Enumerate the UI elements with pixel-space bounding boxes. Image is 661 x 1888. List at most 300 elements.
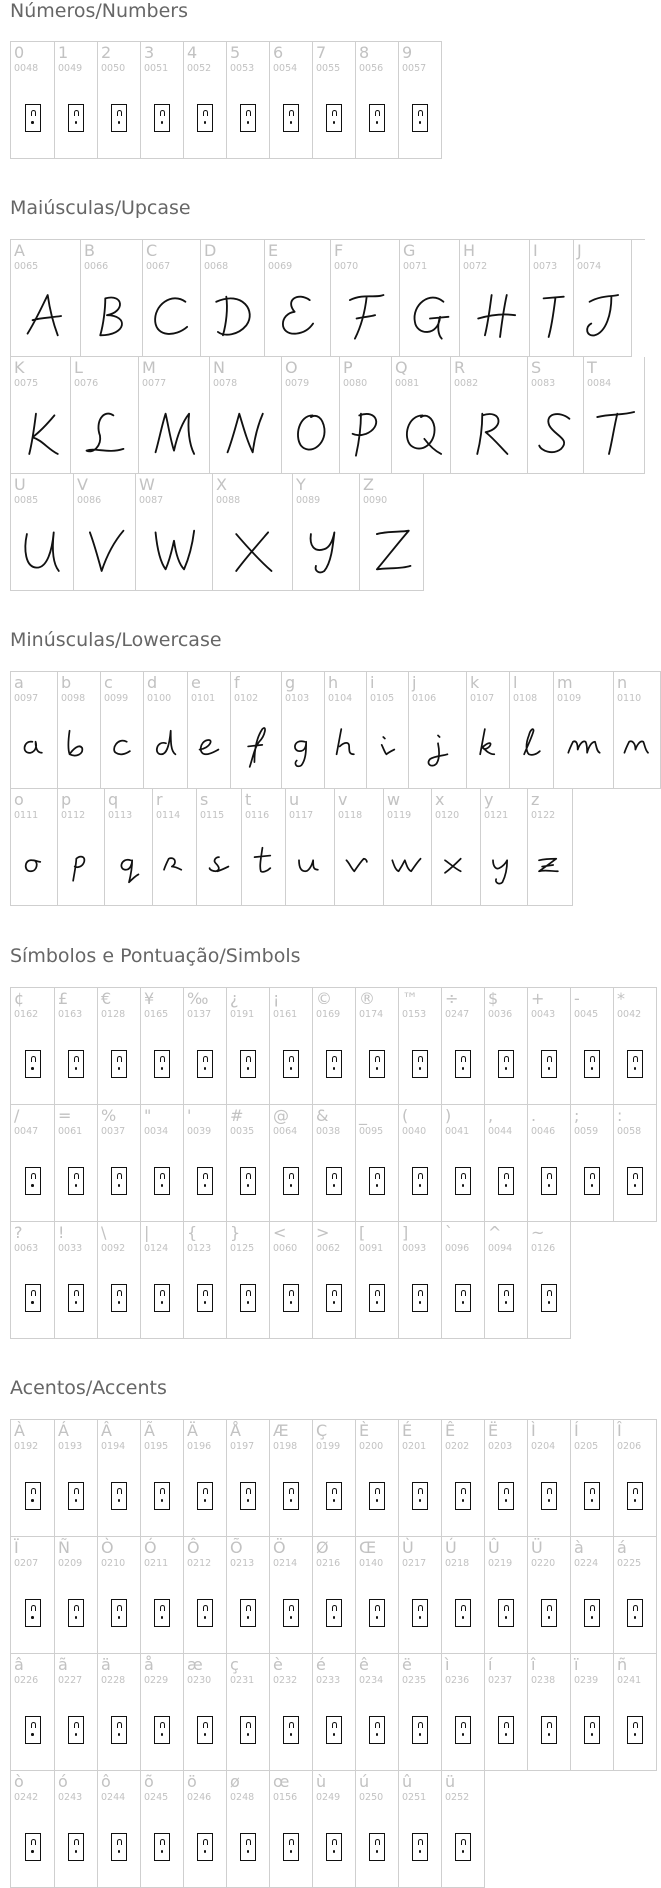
missing-glyph-icon <box>369 104 385 132</box>
glyph-cell-uc4 <box>184 1420 227 1537</box>
glyph-character-label: Í <box>574 1421 579 1440</box>
glyph-character-label: m <box>557 673 573 692</box>
glyph-code-label: 0060 <box>273 1243 298 1254</box>
glyph-cell-u5b <box>356 1222 399 1339</box>
glyph-character-label: 8 <box>359 43 370 62</box>
glyph-cell-o-upper <box>282 357 340 474</box>
missing-glyph-icon <box>541 1482 557 1510</box>
glyph-cell-udb <box>485 1537 528 1654</box>
glyph-code-label: 0057 <box>402 63 427 74</box>
missing-glyph-icon <box>197 1716 213 1744</box>
glyph-cell-b-upper <box>81 240 143 357</box>
glyph-code-label: 0121 <box>484 810 509 821</box>
glyph-character-label: 4 <box>187 43 198 62</box>
glyph-preview-missing <box>399 78 441 158</box>
glyph-code-label: 0077 <box>142 378 167 389</box>
glyph-cell-ue7 <box>227 1654 270 1771</box>
glyph-character-label: Ã <box>144 1421 155 1440</box>
glyph-cell-ue2 <box>11 1654 55 1771</box>
glyph-preview-missing <box>55 1141 97 1221</box>
glyph-preview-script <box>105 825 152 905</box>
glyph-character-label: Ì <box>531 1421 536 1440</box>
glyph-code-label: 0058 <box>617 1126 642 1137</box>
glyph-cell-ud6 <box>270 1537 313 1654</box>
glyph-cell-u3f <box>11 1222 55 1339</box>
glyph-preview-script <box>528 393 583 473</box>
missing-glyph-icon <box>25 1167 41 1195</box>
glyph-character-label: € <box>101 989 112 1008</box>
missing-glyph-icon <box>154 1716 170 1744</box>
glyph-cell-ue1 <box>614 1537 657 1654</box>
script-glyph-icon <box>234 726 278 770</box>
glyph-cell-b <box>58 672 101 789</box>
glyph-code-label: 0119 <box>387 810 412 821</box>
script-glyph-icon <box>272 290 324 342</box>
glyph-code-label: 0249 <box>316 1792 341 1803</box>
glyph-code-label: 0214 <box>273 1558 298 1569</box>
missing-glyph-icon <box>240 1482 256 1510</box>
missing-glyph-icon <box>68 1716 84 1744</box>
missing-glyph-icon <box>326 1284 342 1312</box>
glyph-code-label: 0045 <box>574 1009 599 1020</box>
script-glyph-icon <box>79 407 131 459</box>
glyph-cell-ue5 <box>141 1654 184 1771</box>
missing-glyph-icon <box>25 1482 41 1510</box>
missing-glyph-icon <box>240 1833 256 1861</box>
glyph-character-label: Æ <box>273 1421 289 1440</box>
glyph-code-label: 0201 <box>402 1441 427 1452</box>
glyph-cell-ua9 <box>313 988 356 1105</box>
glyph-cell-d-upper <box>201 240 265 357</box>
glyph-code-label: 0099 <box>104 693 129 704</box>
glyph-code-label: 0238 <box>531 1675 556 1686</box>
glyph-preview-missing <box>141 1690 183 1770</box>
missing-glyph-icon <box>412 1050 428 1078</box>
script-glyph-icon <box>15 407 67 459</box>
glyph-cell-uc7 <box>313 1420 356 1537</box>
glyph-cell-u7c <box>141 1222 184 1339</box>
glyph-code-label: 0169 <box>316 1009 341 1020</box>
glyph-preview-missing <box>98 1573 140 1653</box>
script-glyph-icon <box>324 726 368 770</box>
missing-glyph-icon <box>369 1716 385 1744</box>
glyph-character-label: ï <box>574 1655 579 1674</box>
glyph-cell-z <box>528 789 573 906</box>
glyph-preview-missing <box>614 1573 656 1653</box>
glyph-code-label: 0109 <box>557 693 582 704</box>
glyph-preview-script <box>530 276 573 356</box>
glyph-code-label: 0078 <box>213 378 238 389</box>
missing-glyph-icon <box>197 1482 213 1510</box>
glyph-cell-u5c <box>98 1222 141 1339</box>
script-glyph-icon <box>59 843 103 887</box>
glyph-character-label: 5 <box>230 43 241 62</box>
glyph-code-label: 0033 <box>58 1243 83 1254</box>
script-glyph-icon <box>20 290 72 342</box>
glyph-code-label: 0079 <box>285 378 310 389</box>
glyph-code-label: 0244 <box>101 1792 126 1803</box>
glyph-preview-script <box>11 276 80 356</box>
glyph-preview-missing <box>270 1258 312 1338</box>
glyph-character-label: L <box>74 358 83 377</box>
glyph-preview-missing <box>399 1258 441 1338</box>
glyph-character-label: % <box>101 1106 117 1125</box>
missing-glyph-icon <box>154 1599 170 1627</box>
glyph-code-label: 0218 <box>445 1558 470 1569</box>
glyph-row <box>11 1654 657 1771</box>
glyph-cell-ueb <box>399 1654 442 1771</box>
glyph-cell-u2e <box>528 1105 571 1222</box>
glyph-character-label: í <box>488 1655 493 1674</box>
glyph-character-label: œ <box>273 1772 290 1791</box>
section-title-lowercase: Minúsculas/Lowercase <box>10 629 222 651</box>
glyph-cell-u21 <box>55 1222 98 1339</box>
glyph-cell-u40 <box>270 1105 313 1222</box>
symbols-grid <box>10 987 657 1339</box>
glyph-code-label: 0162 <box>14 1009 39 1020</box>
glyph-preview-missing <box>356 78 398 158</box>
missing-glyph-icon <box>369 1050 385 1078</box>
missing-glyph-icon <box>283 1050 299 1078</box>
glyph-code-label: 0243 <box>58 1792 83 1803</box>
glyph-cell-6 <box>270 42 313 159</box>
glyph-character-label: æ <box>187 1655 203 1674</box>
missing-glyph-icon <box>369 1167 385 1195</box>
glyph-character-label: * <box>617 989 625 1008</box>
glyph-code-label: 0216 <box>316 1558 341 1569</box>
missing-glyph-icon <box>369 1482 385 1510</box>
glyph-cell-w <box>384 789 432 906</box>
script-glyph-icon <box>300 524 352 576</box>
script-glyph-icon <box>577 290 629 342</box>
glyph-preview-missing <box>571 1690 613 1770</box>
glyph-character-label: { <box>187 1223 198 1242</box>
glyph-preview-script <box>58 708 100 788</box>
glyph-preview-missing <box>184 1690 226 1770</box>
missing-glyph-icon <box>455 1716 471 1744</box>
missing-glyph-icon <box>326 1716 342 1744</box>
glyph-preview-missing <box>11 1690 54 1770</box>
glyph-cell-ue8 <box>270 1654 313 1771</box>
missing-glyph-icon <box>111 1284 127 1312</box>
glyph-code-label: 0093 <box>402 1243 427 1254</box>
glyph-code-label: 0100 <box>147 693 172 704</box>
glyph-preview-missing <box>55 1456 97 1536</box>
glyph-preview-missing <box>313 78 355 158</box>
glyph-character-label: Ï <box>14 1538 19 1557</box>
missing-glyph-icon <box>283 1833 299 1861</box>
glyph-row <box>11 1222 657 1339</box>
missing-glyph-icon <box>455 1599 471 1627</box>
glyph-preview-missing <box>227 1456 269 1536</box>
missing-glyph-icon <box>455 1482 471 1510</box>
glyph-character-label: ) <box>445 1106 452 1125</box>
missing-glyph-icon <box>283 104 299 132</box>
glyph-preview-missing <box>11 78 54 158</box>
missing-glyph-icon <box>68 1833 84 1861</box>
glyph-cell-uf8 <box>227 1771 270 1888</box>
glyph-preview-script <box>528 825 572 905</box>
glyph-character-label: ø <box>230 1772 240 1791</box>
glyph-preview-missing <box>485 1141 527 1221</box>
glyph-character-label: © <box>316 989 332 1008</box>
glyph-code-label: 0111 <box>14 810 39 821</box>
glyph-cell-s-upper <box>528 357 584 474</box>
glyph-cell-0 <box>11 42 55 159</box>
glyph-cell-k <box>467 672 510 789</box>
glyph-code-label: 0106 <box>412 693 437 704</box>
glyph-code-label: 0044 <box>488 1126 513 1137</box>
glyph-character-label: - <box>574 989 580 1008</box>
glyph-preview-script <box>325 708 366 788</box>
glyph-cell-k-upper <box>11 357 71 474</box>
glyph-preview-script <box>188 708 230 788</box>
glyph-cell-u20ac <box>98 988 141 1105</box>
glyph-cell-uf5 <box>141 1771 184 1888</box>
glyph-preview-script <box>242 825 285 905</box>
glyph-preview-missing <box>485 1258 527 1338</box>
glyph-character-label: ü <box>445 1772 456 1791</box>
glyph-code-label: 0075 <box>14 378 39 389</box>
glyph-character-label: C <box>146 241 158 260</box>
glyph-cell-uf2 <box>11 1771 55 1888</box>
glyph-code-label: 0251 <box>402 1792 427 1803</box>
glyph-cell-8 <box>356 42 399 159</box>
glyph-cell-u3b <box>571 1105 614 1222</box>
missing-glyph-icon <box>240 1716 256 1744</box>
script-glyph-icon <box>588 407 640 459</box>
glyph-cell-uc1 <box>55 1420 98 1537</box>
missing-glyph-icon <box>498 1482 514 1510</box>
glyph-code-label: 0105 <box>370 693 395 704</box>
glyph-preview-script <box>139 393 209 473</box>
missing-glyph-icon <box>197 1599 213 1627</box>
glyph-preview-script <box>451 393 527 473</box>
glyph-row <box>11 1105 657 1222</box>
glyph-preview-missing <box>528 1456 570 1536</box>
glyph-preview-missing <box>614 1141 656 1221</box>
glyph-code-label: 0122 <box>531 810 556 821</box>
script-glyph-icon <box>57 726 101 770</box>
missing-glyph-icon <box>412 104 428 132</box>
glyph-code-label: 0198 <box>273 1441 298 1452</box>
glyph-preview-missing <box>442 1141 484 1221</box>
glyph-preview-missing <box>141 1141 183 1221</box>
glyph-character-label: : <box>617 1106 623 1125</box>
missing-glyph-icon <box>541 1167 557 1195</box>
glyph-cell-v <box>335 789 384 906</box>
glyph-preview-missing <box>485 1456 527 1536</box>
glyph-code-label: 0080 <box>343 378 368 389</box>
glyph-preview-missing <box>98 1141 140 1221</box>
glyph-preview-missing <box>227 1573 269 1653</box>
missing-glyph-icon <box>326 1599 342 1627</box>
glyph-cell-m-upper <box>139 357 210 474</box>
numbers-grid <box>10 41 442 159</box>
glyph-preview-missing <box>571 1141 613 1221</box>
glyph-cell-n-upper <box>210 357 282 474</box>
glyph-cell-h <box>325 672 367 789</box>
glyph-cell-u26 <box>313 1105 356 1222</box>
glyph-code-label: 0125 <box>230 1243 255 1254</box>
glyph-code-label: 0252 <box>445 1792 470 1803</box>
glyph-preview-script <box>74 510 135 590</box>
glyph-character-label: Z <box>363 475 374 494</box>
glyph-preview-script <box>11 708 57 788</box>
glyph-code-label: 0220 <box>531 1558 556 1569</box>
glyph-code-label: 0049 <box>58 63 83 74</box>
glyph-code-label: 0073 <box>533 261 558 272</box>
glyph-character-label: Û <box>488 1538 500 1557</box>
glyph-preview-missing <box>270 1573 312 1653</box>
glyph-cell-u152 <box>356 1537 399 1654</box>
missing-glyph-icon <box>111 104 127 132</box>
glyph-character-label: ; <box>574 1106 580 1125</box>
glyph-preview-script <box>286 825 334 905</box>
glyph-character-label: ç <box>230 1655 239 1674</box>
glyph-character-label: ÷ <box>445 989 459 1008</box>
glyph-character-label: p <box>61 790 72 809</box>
glyph-preview-script <box>210 393 281 473</box>
glyph-character-label: < <box>273 1223 287 1242</box>
script-glyph-icon <box>510 726 554 770</box>
glyph-preview-missing <box>399 1807 441 1887</box>
glyph-cell-e <box>188 672 231 789</box>
glyph-cell-4 <box>184 42 227 159</box>
glyph-code-label: 0206 <box>617 1441 642 1452</box>
missing-glyph-icon <box>154 1167 170 1195</box>
glyph-cell-r-upper <box>451 357 528 474</box>
glyph-cell-uc0 <box>11 1420 55 1537</box>
glyph-character-label: Ö <box>273 1538 286 1557</box>
glyph-cell-t <box>242 789 286 906</box>
glyph-cell-ud2 <box>98 1537 141 1654</box>
missing-glyph-icon <box>68 104 84 132</box>
glyph-cell-uf7 <box>442 988 485 1105</box>
glyph-preview-missing <box>356 1573 398 1653</box>
missing-glyph-icon <box>412 1599 428 1627</box>
glyph-character-label: s <box>200 790 209 809</box>
glyph-preview-missing <box>528 1024 570 1104</box>
glyph-preview-missing <box>528 1573 570 1653</box>
script-glyph-icon <box>148 524 200 576</box>
glyph-character-label: O <box>285 358 298 377</box>
script-glyph-icon <box>12 843 56 887</box>
glyph-cell-i-upper <box>530 240 574 357</box>
glyph-preview-missing <box>227 1258 269 1338</box>
glyph-character-label: á <box>617 1538 627 1557</box>
missing-glyph-icon <box>154 1050 170 1078</box>
missing-glyph-icon <box>111 1050 127 1078</box>
glyph-preview-missing <box>399 1573 441 1653</box>
glyph-preview-missing <box>227 1141 269 1221</box>
script-glyph-icon <box>197 843 241 887</box>
glyph-cell-n <box>614 672 661 789</box>
glyph-cell-u7d <box>227 1222 270 1339</box>
glyph-preview-script <box>510 708 553 788</box>
glyph-character-label: Ë <box>488 1421 499 1440</box>
glyph-preview-missing <box>227 1024 269 1104</box>
glyph-code-label: 0196 <box>187 1441 212 1452</box>
glyph-character-label: & <box>316 1106 329 1125</box>
missing-glyph-icon <box>455 1833 471 1861</box>
glyph-preview-script <box>584 393 644 473</box>
glyph-code-label: 0205 <box>574 1441 599 1452</box>
glyph-preview-script <box>213 510 292 590</box>
glyph-cell-ucd <box>571 1420 614 1537</box>
glyph-character-label: Œ <box>359 1538 377 1557</box>
glyph-code-label: 0126 <box>531 1243 556 1254</box>
glyph-character-label: ä <box>101 1655 111 1674</box>
missing-glyph-icon <box>627 1482 643 1510</box>
glyph-code-label: 0048 <box>14 63 39 74</box>
glyph-preview-missing <box>55 1573 97 1653</box>
glyph-cell-d <box>144 672 188 789</box>
glyph-code-label: 0068 <box>204 261 229 272</box>
glyph-cell-u-upper <box>11 474 74 591</box>
glyph-character-label: N <box>213 358 225 377</box>
glyph-character-label: . <box>531 1106 537 1125</box>
glyph-character-label: ö <box>187 1772 197 1791</box>
missing-glyph-icon <box>154 1284 170 1312</box>
section-title-upcase: Maiúsculas/Upcase <box>10 197 191 219</box>
glyph-character-label: F <box>334 241 344 260</box>
glyph-character-label: S <box>531 358 542 377</box>
glyph-preview-missing <box>184 78 226 158</box>
glyph-cell-g-upper <box>400 240 460 357</box>
glyph-code-label: 0038 <box>316 1126 341 1137</box>
missing-glyph-icon <box>498 1284 514 1312</box>
glyph-character-label: ¢ <box>14 989 25 1008</box>
glyph-character-label: 1 <box>58 43 69 62</box>
glyph-code-label: 0165 <box>144 1009 169 1020</box>
glyph-code-label: 0096 <box>445 1243 470 1254</box>
glyph-character-label: M <box>142 358 156 377</box>
glyph-code-label: 0095 <box>359 1126 384 1137</box>
glyph-code-label: 0113 <box>108 810 133 821</box>
glyph-preview-missing <box>313 1456 355 1536</box>
glyph-code-label: 0101 <box>191 693 216 704</box>
glyph-preview-missing <box>485 1690 527 1770</box>
missing-glyph-icon <box>541 1284 557 1312</box>
glyph-cell-r <box>153 789 197 906</box>
glyph-cell-ue9 <box>313 1654 356 1771</box>
script-glyph-icon <box>148 407 200 459</box>
glyph-cell-u2f <box>11 1105 55 1222</box>
missing-glyph-icon <box>326 104 342 132</box>
glyph-character-label: Ç <box>316 1421 328 1440</box>
script-glyph-icon <box>434 843 478 887</box>
glyph-code-label: 0076 <box>74 378 99 389</box>
glyph-preview-missing <box>11 1024 54 1104</box>
glyph-preview-script <box>432 825 480 905</box>
glyph-preview-script <box>340 393 391 473</box>
glyph-code-label: 0137 <box>187 1009 212 1020</box>
glyph-code-label: 0041 <box>445 1126 470 1137</box>
missing-glyph-icon <box>326 1482 342 1510</box>
glyph-cell-e-upper <box>265 240 331 357</box>
glyph-cell-uca <box>442 1420 485 1537</box>
script-glyph-icon <box>288 843 332 887</box>
glyph-code-label: 0235 <box>402 1675 427 1686</box>
glyph-preview-script <box>554 708 613 788</box>
glyph-preview-missing <box>528 1690 570 1770</box>
glyph-cell-uc2 <box>98 1420 141 1537</box>
glyph-code-label: 0156 <box>273 1792 298 1803</box>
glyph-code-label: 0040 <box>402 1126 427 1137</box>
glyph-cell-uea <box>356 1654 399 1771</box>
glyph-cell-ud8 <box>313 1537 356 1654</box>
